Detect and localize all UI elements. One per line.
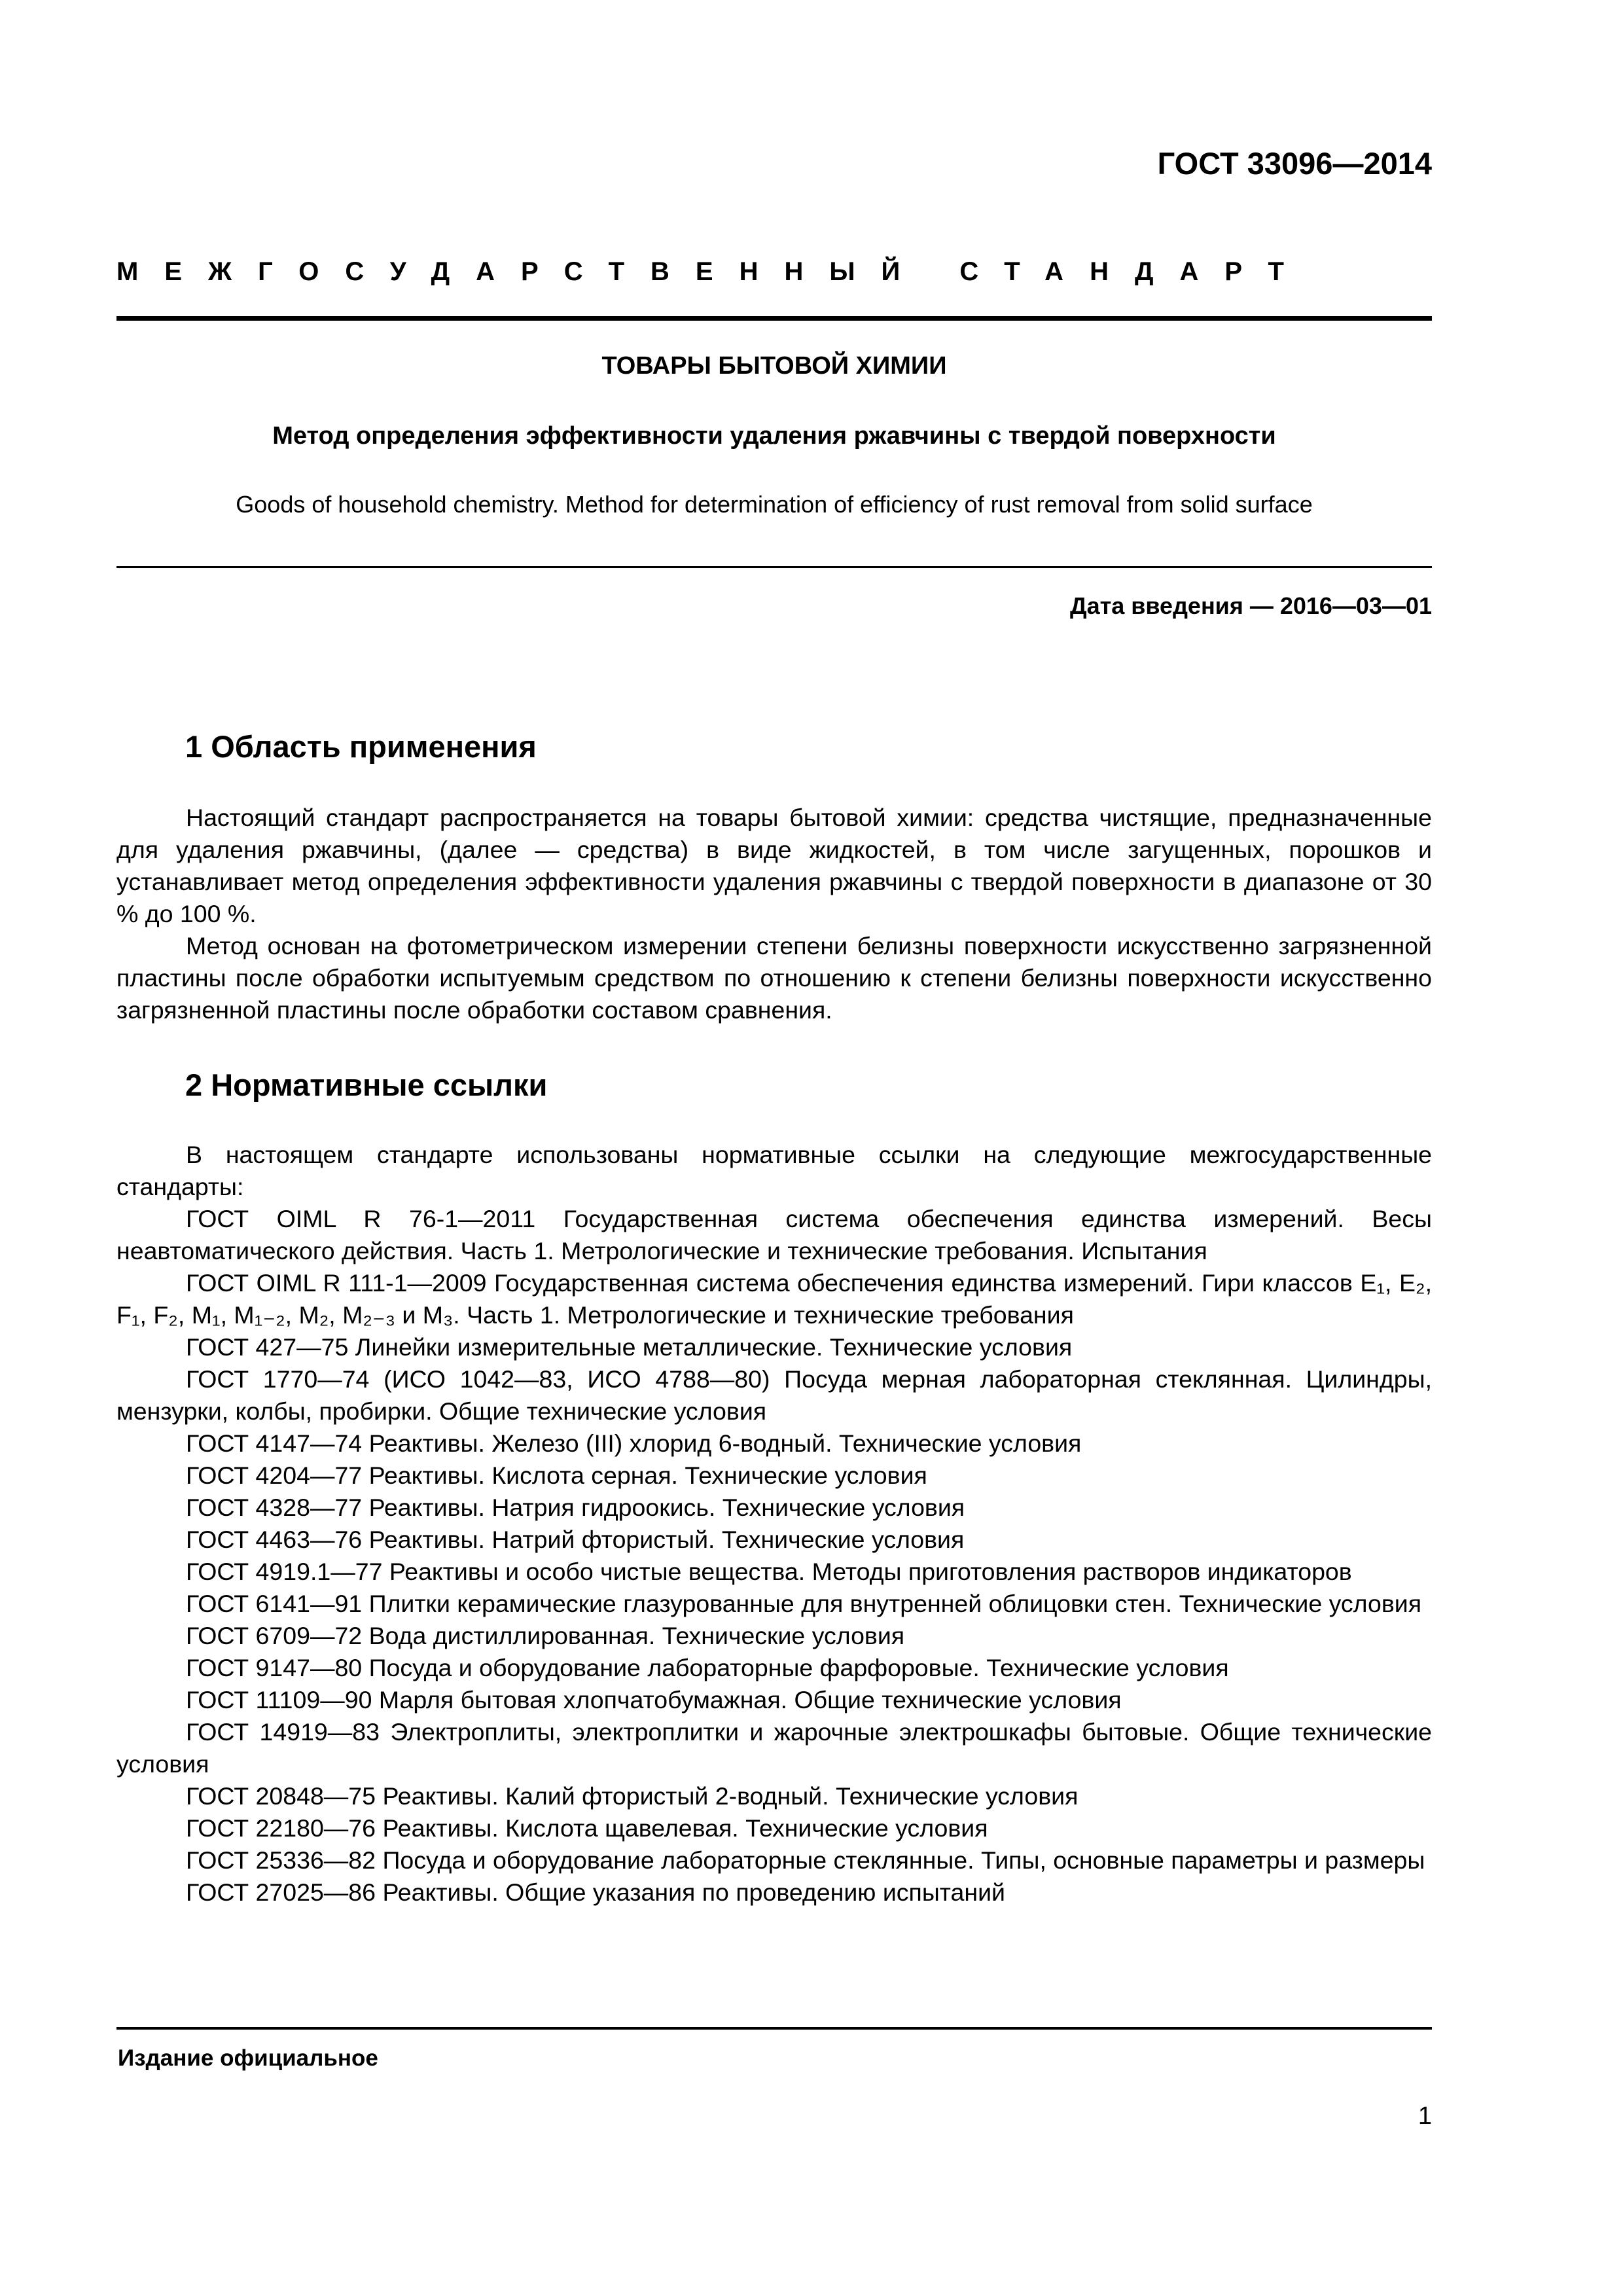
reference-item: ГОСТ 22180—76 Реактивы. Кислота щавелевая. Технические условия [186,1814,988,1842]
section-2-heading: 2 Нормативные ссылки [185,1067,548,1102]
english-title: Goods of household chemistry. Method for determination of efficiency of rust removal from solid surface [236,491,1313,518]
document-subtitle: Метод определения эффективности удаления ржавчины с твердой поверхности [272,422,1276,450]
document-title: ТОВАРЫ БЫТОВОЙ ХИМИИ [601,352,947,380]
page-number: 1 [1418,2102,1432,2130]
introduction-date: Дата введения — 2016—03—01 [1069,592,1432,619]
header-divider [116,316,1432,321]
reference-item: ГОСТ 4919.1—77 Реактивы и особо чистые вещества. Методы приготовления растворов индикаторов [186,1558,1352,1585]
reference-item: ГОСТ 6709—72 Вода дистиллированная. Технические условия [186,1622,905,1649]
reference-item: ГОСТ 427—75 Линейки измерительные металлические. Технические условия [186,1333,1073,1361]
paragraph: В настоящем стандарте использованы нормативные ссылки на следующие межгосударственные стандарты: [116,1141,1432,1200]
reference-item: ГОСТ 14919—83 Электроплиты, электроплитки и жарочные электрошкафы бытовые. Общие технические условия [116,1718,1432,1778]
reference-item: ГОСТ 20848—75 Реактивы. Калий фтористый 2-водный. Технические условия [186,1782,1079,1810]
reference-item: ГОСТ OIML R 76-1—2011 Государственная система обеспечения единства измерений. Весы неавтоматического действия. Часть 1. Метрологические и технические требования. Испытания [116,1205,1432,1265]
section-1-body [116,802,1432,1026]
title-divider [116,566,1432,568]
gost-number: ГОСТ 33096—2014 [1157,146,1432,181]
reference-item: ГОСТ 4328—77 Реактивы. Натрия гидроокись. Технические условия [186,1494,965,1521]
reference-item: ГОСТ 9147—80 Посуда и оборудование лабораторные фарфоровые. Технические условия [186,1654,1229,1681]
edition-label: Издание официальное [118,2045,378,2071]
reference-item: ГОСТ 11109—90 Марля бытовая хлопчатобумажная. Общие технические условия [186,1686,1122,1713]
reference-item: ГОСТ 4463—76 Реактивы. Натрий фтористый. Технические условия [186,1526,965,1553]
reference-item: ГОСТ 6141—91 Плитки керамические глазурованные для внутренней облицовки стен. Технические условия [186,1590,1422,1617]
paragraph: Метод основан на фотометрическом измерении степени белизны поверхности искусственно загрязненной пластины после обработки испытуемым средством по отношению к степени белизны поверхности искусственно загрязненной пластины после обработки составом сравнения. [116,932,1432,1024]
section-1-heading: 1 Область применения [185,729,537,764]
reference-item: ГОСТ OIML R 111-1—2009 Государственная система обеспечения единства измерений. Гири классов E₁, E₂, F₁, F₂, M₁, M₁₋₂, M₂, M₂₋₃ и M₃. Часть 1. Метрологические и технические требования [116,1269,1432,1329]
footer-divider [116,2027,1432,2030]
reference-item: ГОСТ 25336—82 Посуда и оборудование лабораторные стеклянные. Типы, основные параметры и размеры [186,1846,1425,1874]
standard-label: МЕЖГОСУДАРСТВЕННЫЙ СТАНДАРТ [116,257,1310,286]
reference-item: ГОСТ 4147—74 Реактивы. Железо (III) хлорид 6-водный. Технические условия [186,1429,1082,1457]
reference-item: ГОСТ 27025—86 Реактивы. Общие указания по проведению испытаний [186,1878,1005,1906]
section-2-body [116,1139,1432,1909]
paragraph: Настоящий стандарт распространяется на товары бытовой химии: средства чистящие, предназначенные для удаления ржавчины, (далее — средства) в виде жидкостей, в том числе загущенных, порошков и устанавливает метод определения эффективности удаления ржавчины с твердой поверхности в диапазоне от 30 % до 100 %. [116,804,1432,927]
reference-item: ГОСТ 1770—74 (ИСО 1042—83, ИСО 4788—80) Посуда мерная лабораторная стеклянная. Цилиндры, мензурки, колбы, пробирки. Общие технические условия [116,1365,1432,1425]
reference-item: ГОСТ 4204—77 Реактивы. Кислота серная. Технические условия [186,1462,927,1489]
